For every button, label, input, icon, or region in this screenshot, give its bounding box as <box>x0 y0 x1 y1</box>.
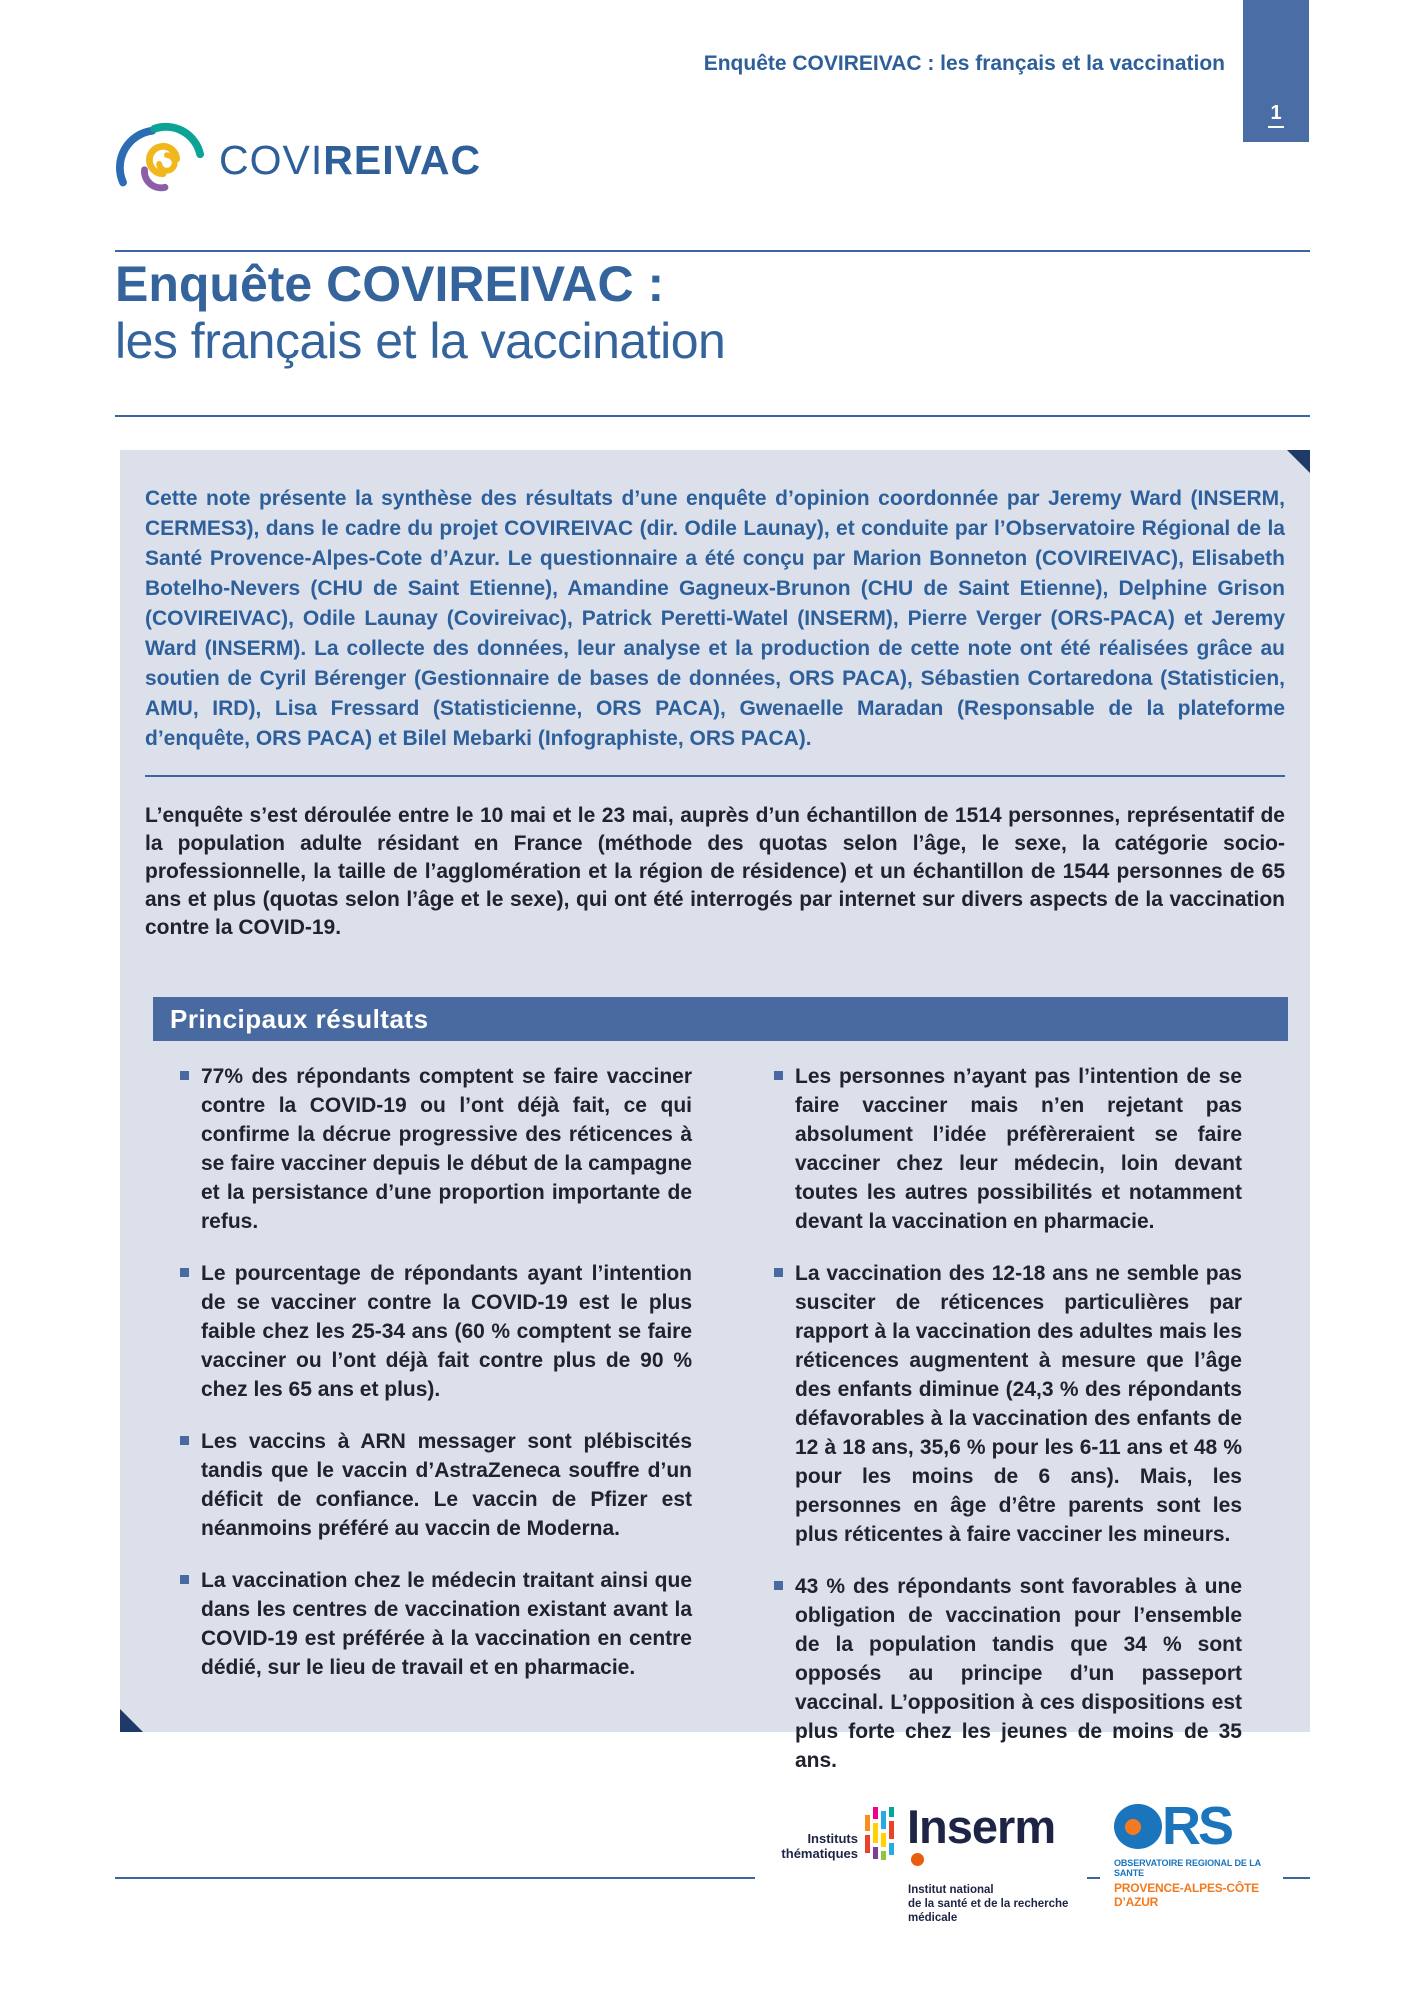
results-left-column <box>180 1062 692 1798</box>
page-title-line1: Enquête COVIREIVAC : <box>115 256 665 312</box>
ors-o-circle-icon <box>1114 1804 1162 1849</box>
results-heading: Principaux résultats <box>170 1004 429 1034</box>
list-item: 43 % des répondants sont favorables à une obligation de vaccination pour l’ensemble de la population tandis que 34 % sont opposés au principe d’un passeport vaccinal. L’opposition à ces dispositions est plus forte chez les jeunes de moins de 35 ans. <box>774 1572 1242 1775</box>
page-number-tab <box>1243 0 1309 142</box>
ors-subtitle-line2: PROVENCE-ALPES-CÔTE D’AZUR <box>1114 1881 1259 1909</box>
page-number: 1 <box>1243 102 1309 128</box>
panel-divider <box>145 775 1285 777</box>
bullet-square-icon <box>180 1575 189 1584</box>
results-columns <box>180 1062 1242 1798</box>
page-title <box>115 256 725 370</box>
list-item: Les vaccins à ARN messager sont plébiscités tandis que le vaccin d’AstraZeneca souffre d’un déficit de confiance. Le vaccin de Pfizer est néanmoins préféré au vaccin de Moderna. <box>180 1427 692 1543</box>
inserm-wordmark: Inserm <box>907 1800 1056 1853</box>
intro-paragraph: Cette note présente la synthèse des résultats d’une enquête d’opinion coordonnée par Jeremy Ward (INSERM, CERMES3), dans le cadre du projet COVIREIVAC (dir. Odile Launay), et conduite par l’Observatoire Régional de la Santé Provence-Alpes-Cote d’Azur. Le questionnaire a été conçu par Marion Bonneton (COVIREIVAC), Elisabeth Botelho-Nevers (CHU de Saint Etienne), Amandine Gagneux-Brunon (CHU de Saint Etienne), Delphine Grison (COVIREIVAC), Odile Launay (Covireivac), Patrick Peretti-Watel (INSERM), Pierre Verger (ORS-PACA) et Jeremy Ward (INSERM). La collecte des données, leur analyse et la production de cette note ont été réalisées grâce au soutien de Cyril Bérenger (Gestionnaire de bases de données, ORS PACA), Sébastien Cortaredona (Statisticien, AMU, IRD), Lisa Fressard (Statisticienne, ORS PACA), Gwenaelle Maradan (Responsable de la plateforme d’enquête, ORS PACA) et Bilel Mebarki (Infographiste, ORS PACA). <box>145 487 1285 750</box>
ors-logo <box>1100 1795 1283 1913</box>
bullet-square-icon <box>774 1071 783 1080</box>
inserm-subtitle: Institut national de la santé et de la recherche médicale <box>908 1884 1069 1924</box>
content-panel <box>120 450 1310 1772</box>
corner-fold-top-right-icon <box>1287 450 1310 473</box>
ors-wordmark: RS <box>1114 1802 1283 1850</box>
list-item: Le pourcentage de répondants ayant l’intention de se vacciner contre la COVID-19 est le plus faible chez les 25-34 ans (60 % comptent se faire vacciner ou l’ont déjà fait contre plus de 90 % chez les 65 ans et plus). <box>180 1259 692 1404</box>
list-item: 77% des répondants comptent se faire vacciner contre la COVID-19 ou l’ont déjà fait, ce qui confirme la décrue progressive des réticences à se faire vacciner depuis le début de la campagne et la persistance d’une proportion importante de refus. <box>180 1062 692 1236</box>
list-item: La vaccination chez le médecin traitant ainsi que dans les centres de vaccination existant avant la COVID-19 est préférée à la vaccination en centre dédié, sur le lieu de travail et en pharmacie. <box>180 1566 692 1682</box>
bullet-square-icon <box>180 1436 189 1445</box>
divider-under-logo <box>115 250 1310 252</box>
inserm-thematic-label: Instituts thématiques <box>781 1831 858 1861</box>
page-title-line2: les français et la vaccination <box>115 313 726 369</box>
results-heading-bar <box>153 997 1288 1041</box>
covireivac-logo <box>115 120 481 200</box>
running-header: Enquête COVIREIVAC : les français et la vaccination <box>703 52 1225 75</box>
list-item: La vaccination des 12-18 ans ne semble pas susciter de réticences particulières par rapport à la vaccination des adultes mais les réticences augmentent à mesure que l’âge des enfants diminue (24,3 % des répondants défavorables à la vaccination des enfants de 12 à 18 ans, 35,6 % pour les 6-11 ans et 48 % pour les moins de 6 ans). Mais, les personnes en âge d’être parents sont les plus réticentes à faire vacciner les mineurs. <box>774 1259 1242 1549</box>
results-right-column <box>774 1062 1242 1798</box>
list-item: Les personnes n’ayant pas l’intention de se faire vacciner mais n’en rejetant pas absolument l’idée préfèreraient se faire vacciner chez leur médecin, loin devant toutes les autres possibilités et notamment devant la vaccination en pharmacie. <box>774 1062 1242 1236</box>
bullet-square-icon <box>180 1071 189 1080</box>
divider-under-title <box>115 415 1310 417</box>
methodology-paragraph: L’enquête s’est déroulée entre le 10 mai et le 23 mai, auprès d’un échantillon de 1514 personnes, représentatif de la population adulte résidant en France (méthode des quotas selon l’âge, le sexe, la catégorie socio-professionnelle, la taille de l’agglomération et la région de résidence) et un échantillon de 1544 personnes de 65 ans et plus (quotas selon l’âge et le sexe), qui ont été interrogés par internet sur divers aspects de la vaccination contre la COVID-19. <box>145 804 1285 939</box>
bullet-square-icon <box>180 1268 189 1277</box>
ors-subtitle-line1: OBSERVATOIRE REGIONAL DE LA SANTE <box>1114 1858 1261 1878</box>
inserm-orange-dot-icon <box>911 1853 924 1866</box>
ors-orange-dot-icon <box>1125 1819 1141 1835</box>
inserm-logo <box>755 1793 1087 1925</box>
covireivac-logo-text: COVIREIVAC <box>219 136 482 183</box>
bullet-square-icon <box>774 1268 783 1277</box>
bullet-square-icon <box>774 1581 783 1590</box>
covireivac-spiral-icon <box>115 120 213 200</box>
inserm-bars-icon <box>865 1807 897 1861</box>
corner-fold-bottom-left-icon <box>120 1709 143 1732</box>
